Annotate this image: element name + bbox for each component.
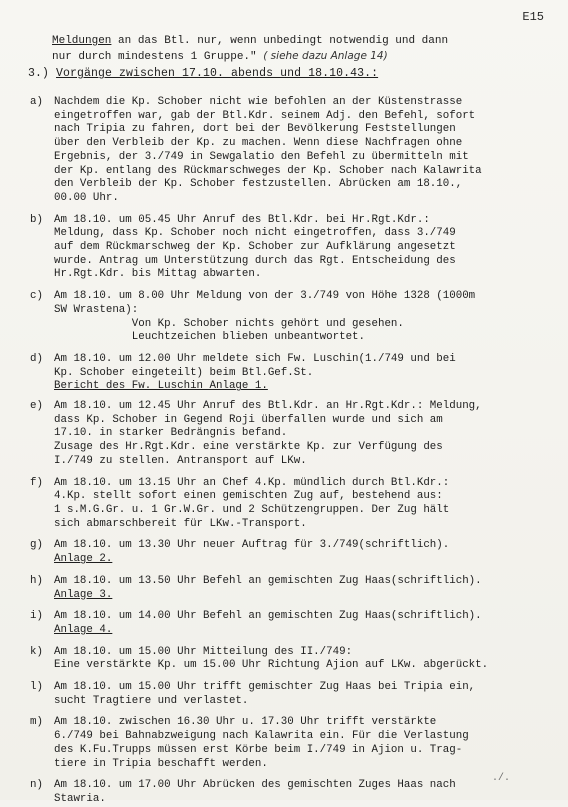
header-line1-rest: an das Btl. nur, wenn unbedingt notwendig und dann (111, 35, 449, 47)
item-text-block (54, 646, 555, 673)
list-item (30, 477, 555, 532)
item-text-block (54, 477, 555, 532)
header-note (52, 34, 552, 65)
item-letter: d) (30, 352, 43, 365)
list-item (30, 779, 555, 806)
item-attachment-ref: Bericht des Fw. Luschin Anlage 1. (54, 380, 268, 393)
item-letter: c) (30, 290, 43, 303)
list-item (30, 290, 555, 345)
item-letter: e) (30, 400, 43, 413)
item-text: Am 18.10. um 13.15 Uhr an Chef 4.Kp. mündlich durch Btl.Kdr.: 4.Kp. stellt sofort einen gemischten Zug auf, bestehend aus: 1 s.M.G.Gr. u. 1 Gr.W.Gr. und 2 Schützengruppen. Der Zug hält sich abmarschbereit für LKw.-Transport. (54, 476, 450, 530)
item-text: Am 18.10. um 13.50 Uhr Befehl an gemischten Zug Haas(schriftlich). (54, 574, 482, 587)
item-letter: h) (30, 574, 43, 587)
list-item (30, 646, 555, 673)
item-text: Nachdem die Kp. Schober nicht wie befohlen an der Küstenstrasse eingetroffen war, gab der Btl.Kdr. seinem Adj. den Befehl, sofort nach Tripia zu fahren, dort bei der Bevölkerung Feststellungen über den Verbleib der Kp. zu machen. Wenn diese Nachfragen ohne Ergebnis, der 3./749 in Sewgalatio den Befehl zu übermitteln mit der Kp. entlang des Rückmarschweges der Kp. Schober nach Kalawrita den Verbleib der Kp. Schober festzustellen. Abrücken am 18.10., 00.00 Uhr. (54, 96, 482, 204)
list-item (30, 353, 555, 394)
list-item (30, 610, 555, 637)
list-item (30, 539, 555, 566)
items-list (30, 88, 555, 807)
item-text-block (54, 716, 555, 771)
item-text: Am 18.10. um 17.00 Uhr Abrücken des gemischten Zuges Haas nach Stawria. (54, 779, 456, 805)
item-text-block (54, 400, 555, 469)
item-attachment-ref: Anlage 3. (54, 588, 113, 601)
item-text-block (54, 575, 555, 602)
item-letter: n) (30, 779, 43, 792)
page-number: E15 (522, 10, 544, 24)
item-text: Am 18.10. um 12.45 Uhr Anruf des Btl.Kdr. an Hr.Rgt.Kdr.: Meldung, dass Kp. Schober in Gegend Roji überfallen wurde und sich am 17.10. in starker Bedrängnis befand. Zusage des Hr.Rgt.Kdr. eine verstärkte Kp. zur Verfügung des I./749 zu stellen. Antransport auf LKw. (54, 400, 482, 467)
item-text: Am 18.10. um 15.00 Uhr trifft gemischter Zug Haas bei Tripia ein, sucht Tragtiere und verlastet. (54, 681, 476, 707)
list-item (30, 214, 555, 283)
item-text-block (54, 214, 555, 283)
item-letter: l) (30, 681, 43, 694)
section-title-text: Vorgänge zwischen 17.10. abends und 18.10.43.: (56, 67, 379, 80)
item-text-block (54, 779, 555, 806)
header-line2-text: nur durch mindestens 1 Gruppe." (52, 51, 257, 63)
item-letter: a) (30, 96, 43, 108)
handwritten-note: ( siehe dazu Anlage 14) (263, 50, 388, 62)
section-heading (28, 67, 378, 80)
item-text: Am 18.10. um 14.00 Uhr Befehl an gemischten Zug Haas(schriftlich). (54, 610, 482, 623)
item-text-block (54, 290, 555, 345)
header-line-1 (52, 34, 552, 49)
header-line-2 (52, 49, 552, 65)
header-meldungen: Meldungen (52, 35, 112, 47)
item-letter: b) (30, 213, 43, 226)
item-text: Am 18.10. um 8.00 Uhr Meldung von der 3./749 von Höhe 1328 (1000m SW Wrastena): Von Kp. Schober nichts gehört und gesehen. Leuchtzeichen blieben unbeantwortet. (54, 290, 476, 344)
item-text-block (54, 539, 555, 566)
section-number: 3.) (28, 67, 50, 80)
continuation-marker: ./. (491, 773, 510, 784)
item-letter: f) (30, 476, 43, 489)
item-attachment-ref: Anlage 4. (54, 623, 113, 636)
item-text-block (54, 610, 555, 637)
item-letter: m) (30, 716, 43, 729)
list-item (30, 96, 555, 206)
item-letter: k) (30, 645, 43, 658)
item-text-block (54, 681, 555, 708)
item-text: Am 18.10. um 13.30 Uhr neuer Auftrag für 3./749(schriftlich). (54, 539, 450, 552)
item-letter: g) (30, 539, 43, 552)
item-text: Am 18.10. um 15.00 Uhr Mitteilung des II./749: Eine verstärkte Kp. um 15.00 Uhr Richtung Ajion auf LKw. abgerückt. (54, 645, 489, 672)
list-item (30, 400, 555, 469)
item-attachment-ref: Anlage 2. (54, 553, 113, 566)
item-text: Am 18.10. zwischen 16.30 Uhr u. 17.30 Uhr trifft verstärkte 6./749 bei Bahnabzweigung nach Kalawrita ein. Für die Verlastung des K.Fu.Trupps müssen erst Körbe beim I./749 in Ajion u. Trag- tiere in Tripia beschafft werden. (54, 716, 469, 770)
item-text-block (54, 96, 555, 206)
item-text: Am 18.10. um 05.45 Uhr Anruf des Btl.Kdr. bei Hr.Rgt.Kdr.: Meldung, dass Kp. Schober noch nicht eingetroffen, dass 3./749 auf dem Rückmarschweg der Kp. Schober zur Aufklärung angesetzt wurde. Antrag um Unterstützung durch das Rgt. Entscheidung des Hr.Rgt.Kdr. bis Mittag abwarten. (54, 213, 456, 281)
item-text-block (54, 353, 555, 394)
list-item (30, 575, 555, 602)
item-letter: i) (30, 610, 43, 623)
list-item (30, 681, 555, 708)
item-text: Am 18.10. um 12.00 Uhr meldete sich Fw. Luschin(1./749 und bei Kp. Schober eingeteilt) beim Btl.Gef.St. (54, 352, 456, 379)
list-item (30, 716, 555, 771)
